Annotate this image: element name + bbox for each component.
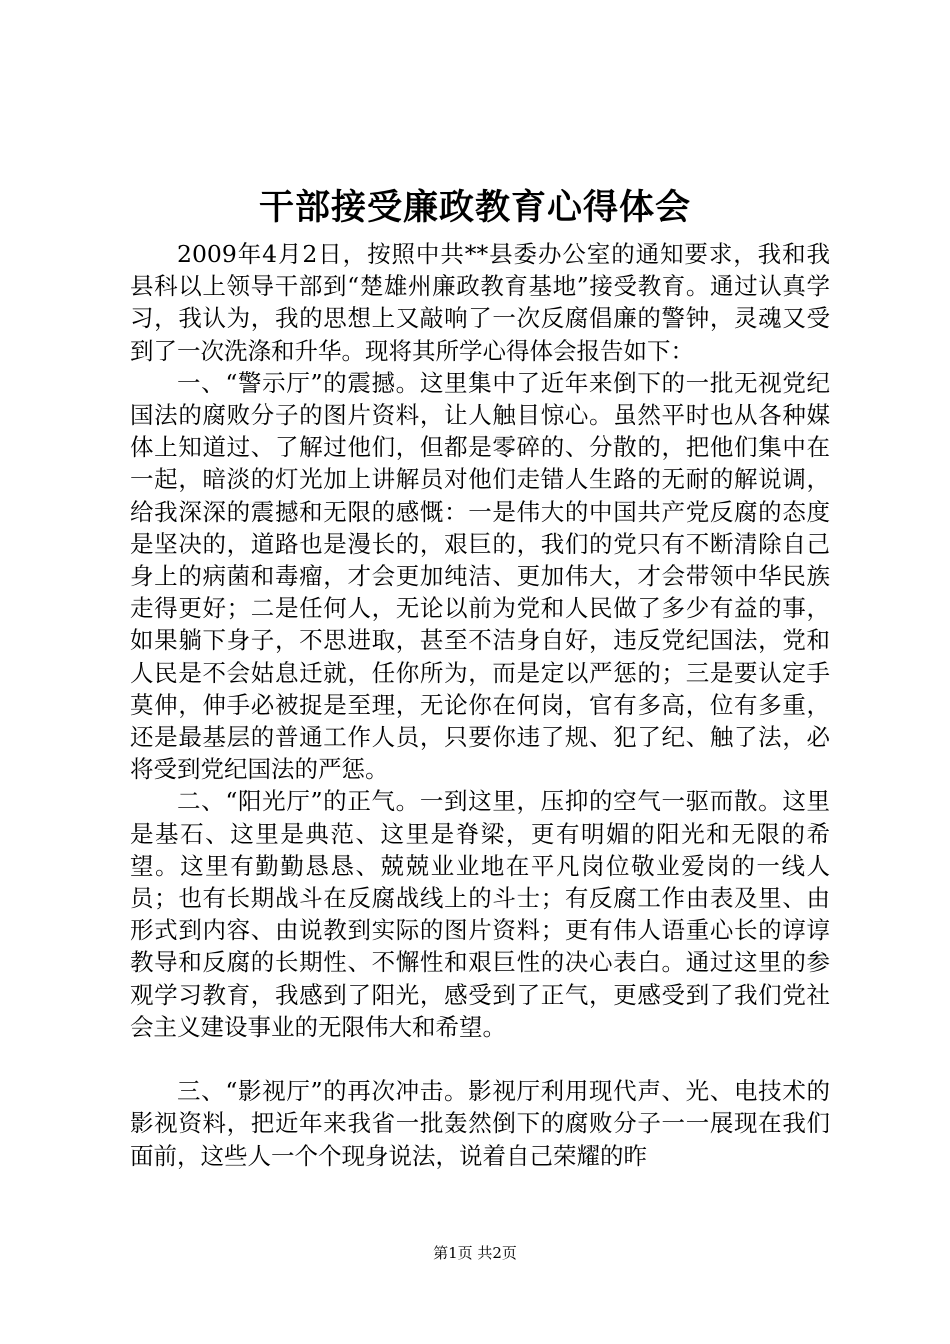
document-body (130, 238, 830, 1172)
section-two-paragraph: 二、“阳光厅”的正气。一到这里，压抑的空气一驱而散。这里是基石、这里是典范、这里是脊梁，更有明媚的阳光和无限的希望。这里有勤勤恳恳、兢兢业业地在平凡岗位敬业爱岗的一线人员；也有长期战斗在反腐战线上的斗士；有反腐工作由表及里、由形式到内容、由说教到实际的图片资料；更有伟人语重心长的谆谆教导和反腐的长期性、不懈性和艰巨性的决心表白。通过这里的参观学习教育，我感到了阳光，感受到了正气，更感受到了我们党社会主义建设事业的无限伟大和希望。 (130, 787, 830, 1041)
document-title: 干部接受廉政教育心得体会 (258, 187, 691, 228)
page-footer: 第1页 共2页 (433, 1244, 517, 1262)
section-one-paragraph: 一、“警示厅”的震撼。这里集中了近年来倒下的一批无视党纪国法的腐败分子的图片资料，让人触目惊心。虽然平时也从各种媒体上知道过、了解过他们，但都是零碎的、分散的，把他们集中在一起，暗淡的灯光加上讲解员对他们走错人生路的无耐的解说调，给我深深的震撼和无限的感慨：一是伟大的中国共产党反腐的态度是坚决的，道路也是漫长的，艰巨的，我们的党只有不断清除自己身上的病菌和毒瘤，才会更加纯洁、更加伟大，才会带领中华民族走得更好；二是任何人，无论以前为党和人民做了多少有益的事，如果躺下身子，不思进取，甚至不洁身自好，违反党纪国法，党和人民是不会姑息迁就，任你所为，而是定以严惩的；三是要认定手莫伸，伸手必被捉是至理，无论你在何岗，官有多高，位有多重，还是最基层的普通工作人员，只要你违了规、犯了纪、触了法，必将受到党纪国法的严惩。 (130, 368, 830, 784)
paragraph-spacer (130, 1043, 830, 1075)
section-three-paragraph: 三、“影视厅”的再次冲击。影视厅利用现代声、光、电技术的影视资料，把近年来我省一批轰然倒下的腐败分子一一展现在我们面前，这些人一个个现身说法，说着自己荣耀的昨 (130, 1077, 830, 1170)
intro-paragraph: 2009年4月2日，按照中共**县委办公室的通知要求，我和我县科以上领导干部到“楚雄州廉政教育基地”接受教育。通过认真学习，我认为，我的思想上又敲响了一次反腐倡廉的警钟，灵魂又受到了一次洗涤和升华。现将其所学心得体会报告如下： (130, 240, 830, 365)
